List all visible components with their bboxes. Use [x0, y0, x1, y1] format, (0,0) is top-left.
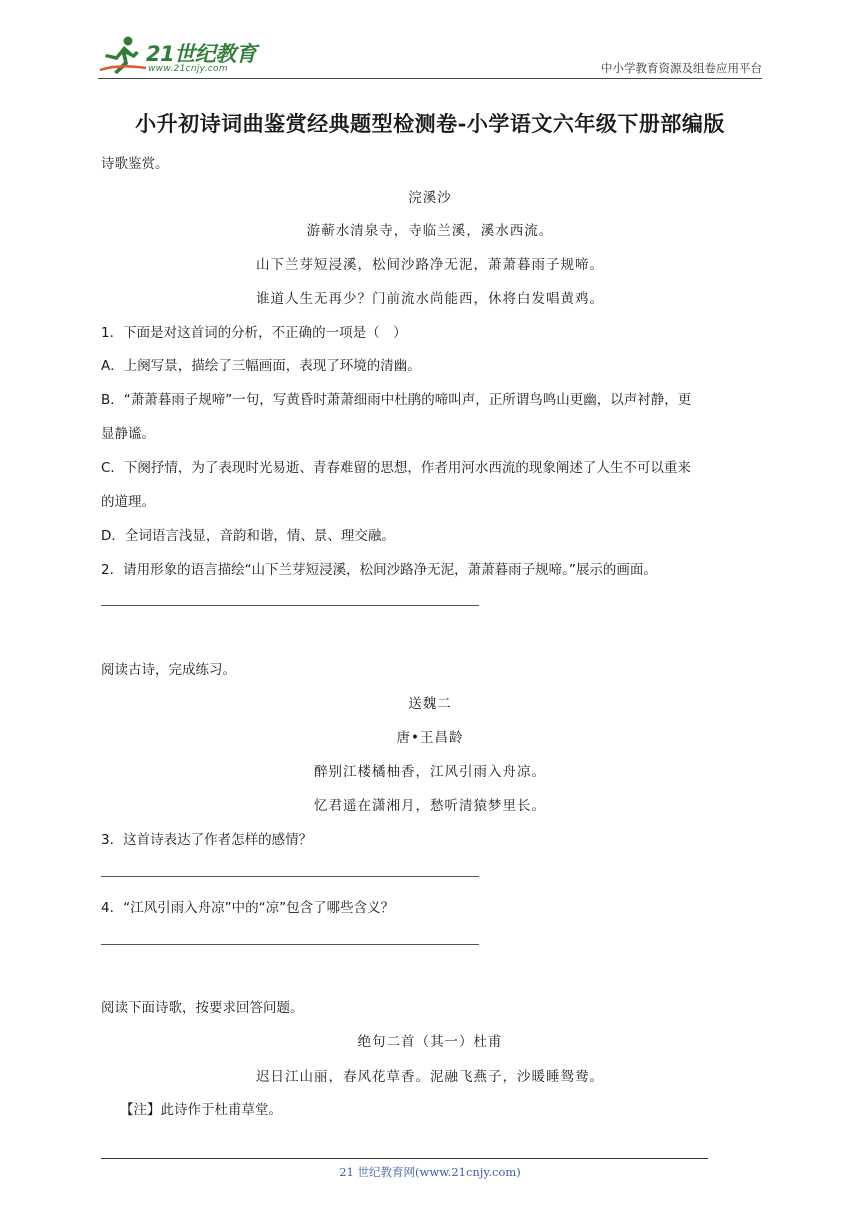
footer-text: 21 世纪教育网(www.21cnjy.com)	[339, 1165, 521, 1179]
poem1-line: 谁道人生无再少？门前流水尚能西，休将白发唱黄鸡。	[256, 291, 604, 307]
page-header	[98, 34, 762, 80]
poem2-line: 忆君遥在潇湘月，愁听清猿梦里长。	[314, 798, 546, 814]
question-2: 2．请用形象的语言描绘“山下兰芽短浸溪，松间沙路净无泥，萧萧暮雨子规啼。”展示的画面。	[101, 562, 657, 578]
option-c: C．下阕抒情，为了表现时光易逝、青春难留的思想，作者用河水西流的现象阐述了人生不可以重来	[101, 460, 691, 476]
logo-text: 21世纪教育	[146, 42, 257, 66]
platform-name: 中小学教育资源及组卷应用平台	[601, 61, 762, 75]
question-1: 1．下面是对这首词的分析，不正确的一项是（ ）	[101, 325, 407, 341]
poem3-line: 迟日江山丽，春风花草香。泥融飞燕子，沙暖睡鸳鸯。	[256, 1069, 604, 1085]
question-3: 3．这首诗表达了作者怎样的感情？	[101, 832, 313, 848]
header-divider	[98, 78, 762, 79]
option-a: A．上阕写景，描绘了三幅画面，表现了环境的清幽。	[101, 358, 421, 374]
footer-divider	[101, 1158, 708, 1159]
section3-intro: 阅读下面诗歌，按要求回答问题。	[101, 1000, 304, 1016]
poem1-title: 浣溪沙	[408, 190, 452, 206]
poem2-title: 送魏二	[408, 696, 452, 712]
poem3-note: 【注】此诗作于杜甫草堂。	[120, 1102, 282, 1118]
poem1-line: 山下兰芽短浸溪，松间沙路净无泥，萧萧暮雨子规啼。	[256, 257, 604, 273]
answer-line-3[interactable]	[101, 876, 479, 877]
page-title: 小升初诗词曲鉴赏经典题型检测卷-小学语文六年级下册部编版	[135, 111, 725, 136]
poem1-line: 游蕲水清泉寺，寺临兰溪，溪水西流。	[306, 223, 554, 239]
poem3-title: 绝句二首（其一）杜甫	[357, 1034, 503, 1050]
section1-intro: 诗歌鉴赏。	[101, 156, 169, 172]
runner-logo-icon	[98, 34, 150, 78]
answer-line-2[interactable]	[101, 605, 479, 606]
answer-line-4[interactable]	[101, 944, 479, 945]
logo-url: www.21cnjy.com	[148, 64, 228, 74]
option-c-cont: 的道理。	[101, 494, 155, 510]
option-b: B．“萧萧暮雨子规啼”一句，写黄昏时萧萧细雨中杜鹃的啼叫声，正所谓鸟鸣山更幽，以声衬静，更	[101, 392, 692, 408]
option-b-cont: 显静谧。	[101, 426, 155, 442]
poem2-author: 唐•王昌龄	[396, 730, 464, 746]
question-4: 4．“江风引雨入舟凉”中的“凉”包含了哪些含义？	[101, 900, 395, 916]
site-logo	[98, 34, 268, 78]
poem2-line: 醉别江楼橘柚香，江风引雨入舟凉。	[314, 764, 546, 780]
option-d: D．全词语言浅显，音韵和谐，情、景、理交融。	[101, 528, 395, 544]
section2-intro: 阅读古诗，完成练习。	[101, 662, 236, 678]
